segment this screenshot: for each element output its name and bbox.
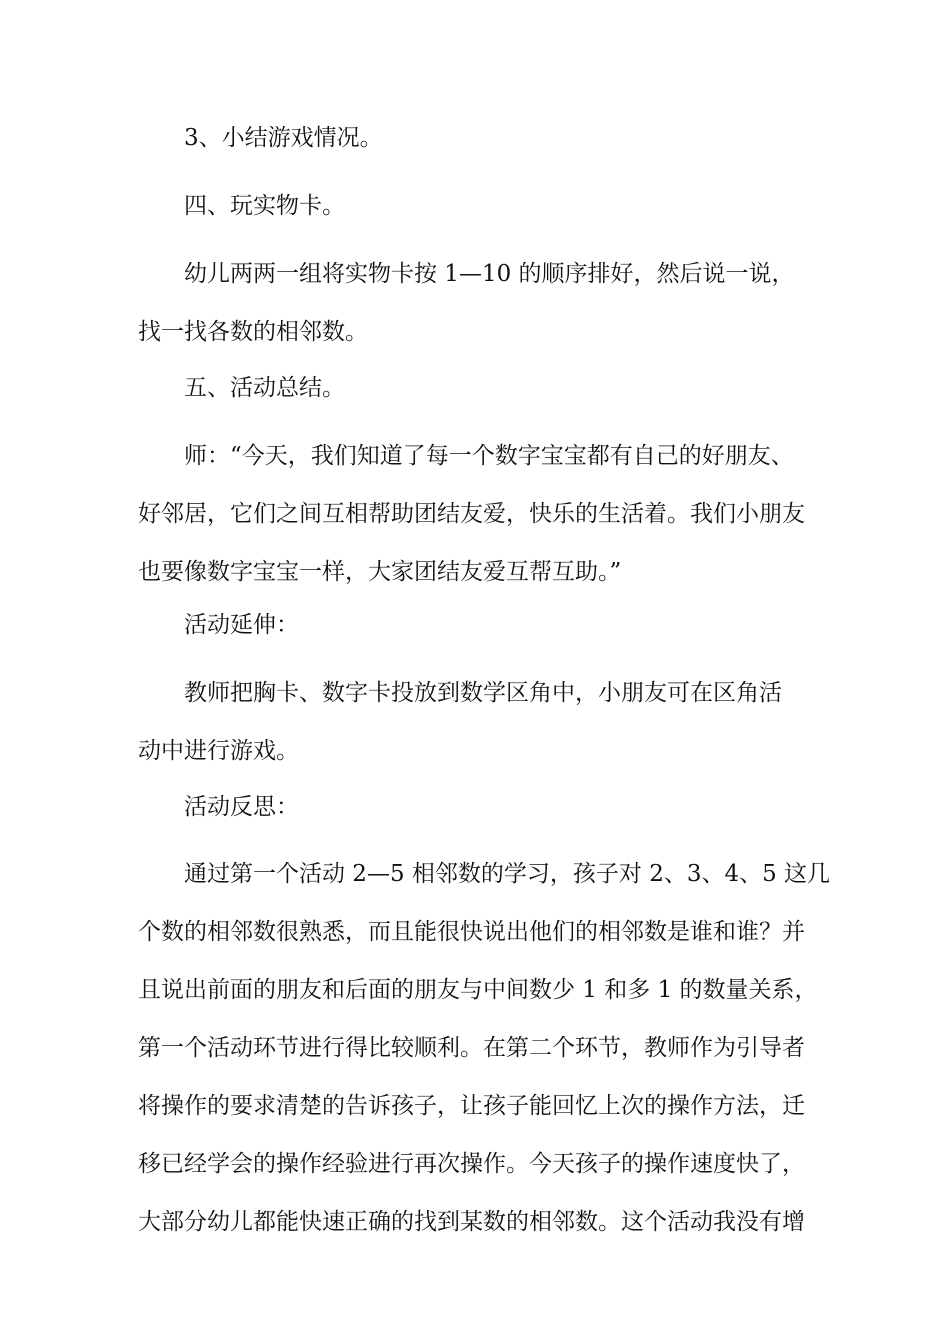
text-line: 活动反思： — [184, 794, 299, 820]
heading-activity-extension — [138, 596, 838, 654]
text-line: 将操作的要求清楚的告诉孩子，让孩子能回忆上次的操作方法，迁 — [138, 1093, 805, 1119]
text-line: 通过第一个活动 2—5 相邻数的学习，孩子对 2、3、4、5 这几 — [184, 861, 831, 887]
paragraph-card-activity — [138, 245, 838, 361]
text-line: 四、玩实物卡。 — [184, 193, 345, 219]
text-line: 3、小结游戏情况。 — [184, 125, 383, 151]
text-line: 好邻居，它们之间互相帮助团结友爱，快乐的生活着。我们小朋友 — [138, 501, 805, 527]
text-line: 大部分幼儿都能快速正确的找到某数的相邻数。这个活动我没有增 — [138, 1209, 805, 1235]
text-line: 动中进行游戏。 — [138, 738, 299, 764]
paragraph-teacher-quote — [138, 427, 838, 601]
text-line: 个数的相邻数很熟悉，而且能很快说出他们的相邻数是谁和谁？并 — [138, 919, 805, 945]
heading-activity-summary — [138, 359, 838, 417]
heading-activity-reflection — [138, 778, 838, 836]
text-line: 五、活动总结。 — [184, 375, 345, 401]
text-line: 第一个活动环节进行得比较顺利。在第二个环节，教师作为引导者 — [138, 1035, 805, 1061]
text-line: 师：“今天，我们知道了每一个数字宝宝都有自己的好朋友、 — [184, 443, 794, 469]
text-line: 找一找各数的相邻数。 — [138, 319, 368, 345]
text-line: 幼儿两两一组将实物卡按 1—10 的顺序排好，然后说一说， — [184, 261, 795, 287]
text-line: 移已经学会的操作经验进行再次操作。今天孩子的操作速度快了， — [138, 1151, 805, 1177]
text-line: 也要像数字宝宝一样，大家团结友爱互帮互助。” — [138, 559, 622, 585]
paragraph-reflection — [138, 845, 838, 1251]
text-line: 教师把胸卡、数字卡投放到数学区角中，小朋友可在区角活 — [184, 680, 782, 706]
text-line: 活动延伸： — [184, 612, 299, 638]
paragraph-summary-game — [138, 109, 838, 167]
paragraph-extension — [138, 664, 838, 780]
text-line: 且说出前面的朋友和后面的朋友与中间数少 1 和多 1 的数量关系， — [138, 977, 818, 1003]
heading-play-cards — [138, 177, 838, 235]
